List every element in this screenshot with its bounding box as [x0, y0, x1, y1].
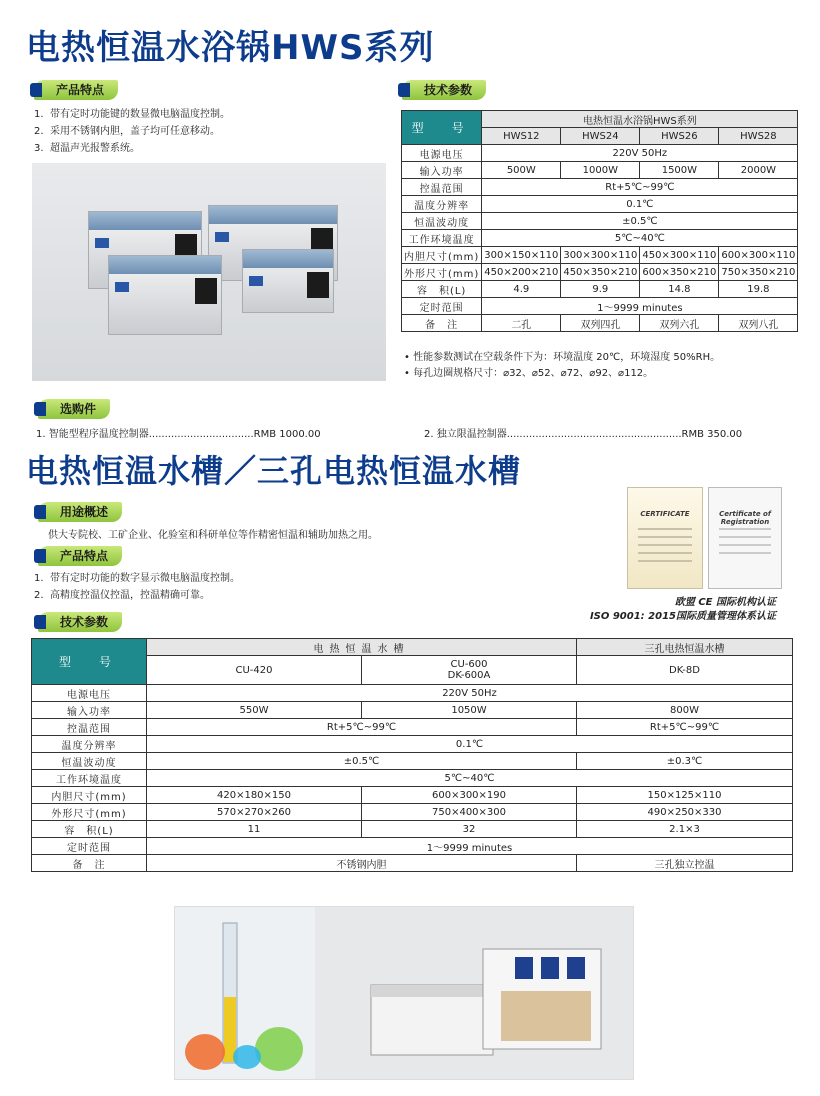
cell: Rt+5℃~99℃	[147, 719, 577, 736]
note-line: • 每孔边圈规格尺寸：⌀32、⌀52、⌀72、⌀92、⌀112。	[404, 368, 654, 379]
cell: 5℃~40℃	[147, 770, 793, 787]
list-num: 1.	[34, 573, 44, 584]
row-label: 内胆尺寸(mm)	[402, 247, 482, 264]
row-label: 输入功率	[402, 162, 482, 179]
table-row	[402, 281, 798, 298]
series-header: 电热恒温水浴锅HWS系列	[482, 111, 798, 128]
table-row	[32, 787, 793, 804]
cell: 2000W	[719, 162, 798, 179]
model-label: 型 号	[32, 639, 147, 685]
row-label: 定时范围	[402, 298, 482, 315]
cell: 5℃~40℃	[482, 230, 798, 247]
table-row	[32, 821, 793, 838]
cell: 1000W	[561, 162, 640, 179]
list-item	[34, 123, 230, 140]
table-row	[402, 230, 798, 247]
cert-caption: 欧盟 CE 国际机构认证	[674, 597, 776, 608]
list-num: 2.	[34, 590, 44, 601]
row-label: 恒温波动度	[402, 213, 482, 230]
list-num: 3.	[34, 143, 44, 154]
cell: 0.1℃	[147, 736, 793, 753]
row-label: 外形尺寸(mm)	[32, 804, 147, 821]
cell: 1500W	[640, 162, 719, 179]
cell: 1050W	[362, 702, 577, 719]
list-num: 1.	[34, 109, 44, 120]
group-header: 三孔电热恒温水槽	[577, 639, 793, 656]
cell: 600×350×210	[640, 264, 719, 281]
list-text: 带有定时功能键的数显微电脑温度控制。	[50, 109, 230, 120]
cell: ±0.3℃	[577, 753, 793, 770]
list-item	[34, 570, 240, 587]
features-tag-2: 产品特点	[38, 546, 122, 566]
note-line: • 性能参数测试在空载条件下为：环境温度 20℃，环境湿度 50%RH。	[404, 352, 721, 363]
cert-captions	[590, 596, 776, 624]
cell: 三孔独立控温	[577, 855, 793, 872]
cell: 14.8	[640, 281, 719, 298]
list-text: 高精度控温仪控温，控温精确可靠。	[50, 590, 210, 601]
list-text: 带有定时功能的数字显示微电脑温度控制。	[50, 573, 240, 584]
cell: 2.1×3	[577, 821, 793, 838]
table-row	[402, 145, 798, 162]
table-row	[402, 315, 798, 332]
model-cell: HWS28	[719, 128, 798, 145]
cell: 570×270×260	[147, 804, 362, 821]
row-label: 容 积(L)	[402, 281, 482, 298]
model-cell: HWS12	[482, 128, 561, 145]
cert-caption: ISO 9001: 2015国际质量管理体系认证	[589, 611, 776, 622]
iso-certificate	[708, 487, 782, 589]
row-label: 温度分辨率	[402, 196, 482, 213]
ce-certificate	[627, 487, 703, 589]
product-photo-tanks	[174, 906, 634, 1080]
model-cell: HWS24	[561, 128, 640, 145]
row-label: 温度分辨率	[32, 736, 147, 753]
cell: 19.8	[719, 281, 798, 298]
features-list-2	[34, 570, 240, 604]
list-text: 采用不锈钢内胆，盖子均可任意移动。	[50, 126, 220, 137]
cell: 32	[362, 821, 577, 838]
table-row	[402, 298, 798, 315]
tech-tag: 技术参数	[402, 80, 486, 100]
row-label: 控温范围	[402, 179, 482, 196]
features-tag: 产品特点	[34, 80, 118, 100]
cell: ±0.5℃	[147, 753, 577, 770]
features-list	[34, 106, 230, 157]
model-cell: CU-600 DK-600A	[362, 656, 577, 685]
cell: 4.9	[482, 281, 561, 298]
table-row	[32, 804, 793, 821]
cell: 1～9999 minutes	[482, 298, 798, 315]
cell: 450×200×210	[482, 264, 561, 281]
cell: 220V 50Hz	[147, 685, 793, 702]
row-label: 电源电压	[402, 145, 482, 162]
row-label: 备 注	[32, 855, 147, 872]
cell: 双列四孔	[561, 315, 640, 332]
cell: 420×180×150	[147, 787, 362, 804]
model-cell: HWS26	[640, 128, 719, 145]
usage-tag: 用途概述	[38, 502, 122, 522]
cell: Rt+5℃~99℃	[482, 179, 798, 196]
cell: Rt+5℃~99℃	[577, 719, 793, 736]
cell: 490×250×330	[577, 804, 793, 821]
list-item	[34, 140, 230, 157]
cell: 双列六孔	[640, 315, 719, 332]
cell: 450×300×110	[640, 247, 719, 264]
accessory-item: 2. 独立限温控制器.......................................................RMB 350.00	[424, 429, 743, 440]
table-row	[32, 736, 793, 753]
row-label: 工作环境温度	[402, 230, 482, 247]
row-label: 电源电压	[32, 685, 147, 702]
cell: 550W	[147, 702, 362, 719]
list-item	[34, 106, 230, 123]
table-row	[402, 196, 798, 213]
ce-certificate-title: CERTIFICATE	[640, 510, 690, 518]
table-row	[32, 685, 793, 702]
spec-table-tank	[31, 638, 793, 872]
cell: 0.1℃	[482, 196, 798, 213]
row-label: 恒温波动度	[32, 753, 147, 770]
row-label: 控温范围	[32, 719, 147, 736]
list-text: 超温声光报警系统。	[50, 143, 140, 154]
table-row	[402, 162, 798, 179]
table-row	[32, 838, 793, 855]
cell: 450×350×210	[561, 264, 640, 281]
cell: ±0.5℃	[482, 213, 798, 230]
cell: 双列八孔	[719, 315, 798, 332]
table-row	[402, 213, 798, 230]
model-cell: CU-420	[147, 656, 362, 685]
water-bath-unit	[108, 255, 222, 335]
table-row	[402, 179, 798, 196]
model-cell: DK-8D	[577, 656, 793, 685]
table-row	[32, 719, 793, 736]
cell: 300×150×110	[482, 247, 561, 264]
cell: 150×125×110	[577, 787, 793, 804]
cell: 750×400×300	[362, 804, 577, 821]
water-bath-unit	[242, 249, 334, 313]
section2-title: 电热恒温水槽／三孔电热恒温水槽	[26, 452, 522, 490]
model-label: 型 号	[402, 111, 482, 145]
table-row	[32, 770, 793, 787]
iso-certificate-title: Certificate of Registration	[719, 510, 771, 526]
row-label: 备 注	[402, 315, 482, 332]
list-item	[34, 587, 240, 604]
table-row	[32, 702, 793, 719]
row-label: 外形尺寸(mm)	[402, 264, 482, 281]
row-label: 容 积(L)	[32, 821, 147, 838]
spec-table-hws	[401, 110, 798, 332]
table-notes	[404, 350, 720, 382]
row-label: 定时范围	[32, 838, 147, 855]
list-num: 2.	[34, 126, 44, 137]
cell: 750×350×210	[719, 264, 798, 281]
tech-tag-2: 技术参数	[38, 612, 122, 632]
row-label: 输入功率	[32, 702, 147, 719]
accessory-item: 1. 智能型程序温度控制器.................................RMB 1000.00	[36, 429, 321, 440]
table-row	[402, 247, 798, 264]
table-row	[402, 264, 798, 281]
group-header: 电热恒温水槽	[147, 639, 577, 656]
cell: 9.9	[561, 281, 640, 298]
cell: 二孔	[482, 315, 561, 332]
table-row	[32, 855, 793, 872]
product-photo-hws	[32, 163, 386, 381]
cell: 800W	[577, 702, 793, 719]
cell: 220V 50Hz	[482, 145, 798, 162]
lab-glassware-illustration	[175, 907, 633, 1079]
cell: 600×300×110	[719, 247, 798, 264]
cell: 11	[147, 821, 362, 838]
usage-text: 供大专院校、工矿企业、化验室和科研单位等作精密恒温和辅助加热之用。	[48, 530, 378, 541]
row-label: 内胆尺寸(mm)	[32, 787, 147, 804]
cell: 300×300×110	[561, 247, 640, 264]
cell: 500W	[482, 162, 561, 179]
cell: 600×300×190	[362, 787, 577, 804]
table-row	[32, 753, 793, 770]
cell: 不锈钢内胆	[147, 855, 577, 872]
section1-title: 电热恒温水浴锅HWS系列	[26, 28, 435, 68]
cell: 1～9999 minutes	[147, 838, 793, 855]
accessories-tag: 选购件	[38, 399, 110, 419]
row-label: 工作环境温度	[32, 770, 147, 787]
